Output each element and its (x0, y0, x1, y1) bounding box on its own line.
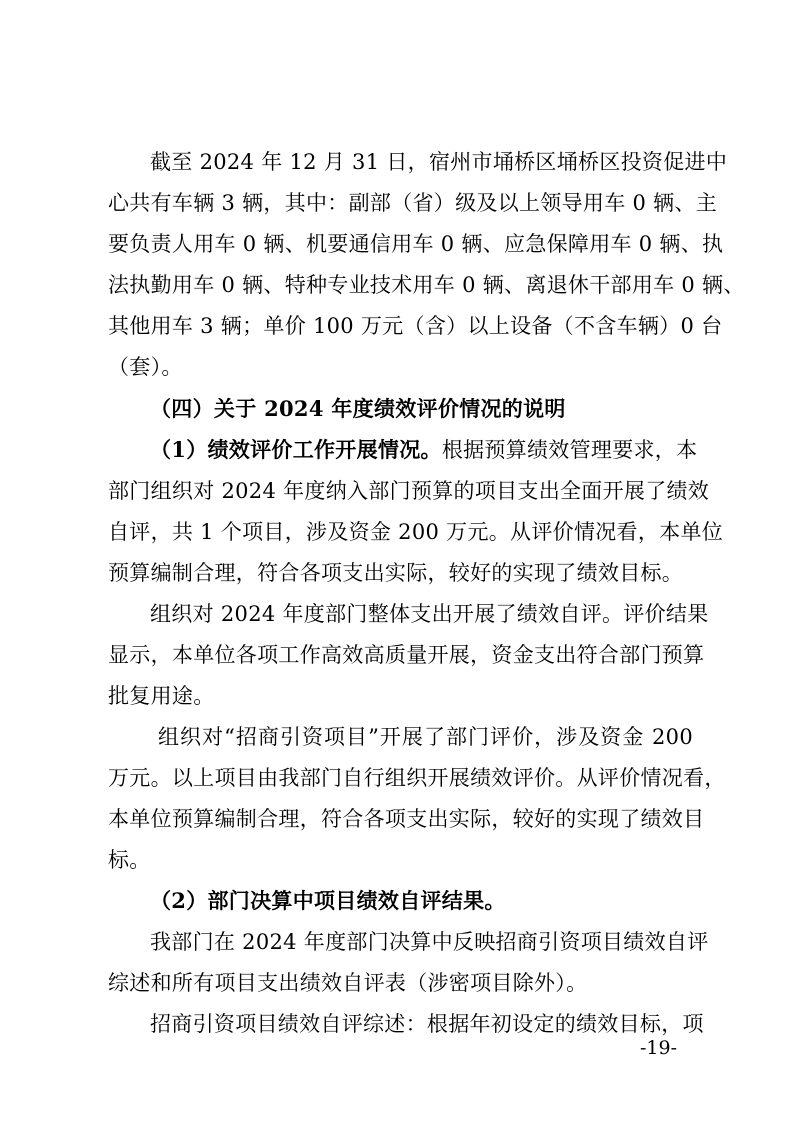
paragraph-line: 心共有车辆 3 辆，其中：副部（省）级及以上领导用车 0 辆、主 (108, 191, 718, 215)
paragraph-line: 其他用车 3 辆；单价 100 万元（含）以上设备（不含车辆）0 台 (108, 314, 723, 338)
paragraph-line: （套）。 (108, 355, 183, 379)
subheading-lead: （1）绩效评价工作开展情况。 (150, 437, 442, 462)
paragraph-line-with-lead (150, 436, 698, 464)
paragraph-line: 综述和所有项目支出绩效自评表（涉密项目除外）。 (108, 971, 588, 995)
paragraph-line: 部门组织对 2024 年度纳入部门预算的项目支出全面开展了绩效 (108, 479, 710, 503)
paragraph-line: 万元。以上项目由我部门自行组织开展绩效评价。从评价情况看， (108, 766, 726, 790)
paragraph-line: 本单位预算编制合理，符合各项支出实际，较好的实现了绩效目 (108, 807, 705, 831)
paragraph-line: 组织对“招商引资项目”开展了部门评价，涉及资金 200 (158, 725, 693, 749)
subsection-heading: （2）部门决算中项目绩效自评结果。 (150, 888, 506, 913)
paragraph-line: 截至 2024 年 12 月 31 日，宿州市埇桥区埇桥区投资促进中 (150, 150, 728, 174)
paragraph-line: 法执勤用车 0 辆、特种专业技术用车 0 辆、离退休干部用车 0 辆、 (108, 273, 745, 297)
paragraph-line: 显示，本单位各项工作高效高质量开展，资金支出符合部门预算 (108, 643, 705, 667)
section-heading: （四）关于 2024 年度绩效评价情况的说明 (150, 396, 566, 421)
paragraph-text: 根据预算绩效管理要求，本 (441, 438, 698, 462)
paragraph-line: 自评，共 1 个项目，涉及资金 200 万元。从评价情况看，本单位 (108, 520, 724, 544)
page-number: -19- (640, 1037, 678, 1059)
paragraph-line: 预算编制合理，符合各项支出实际，较好的实现了绩效目标。 (108, 561, 684, 585)
paragraph-line: 标。 (108, 848, 151, 872)
paragraph-line: 要负责人用车 0 辆、机要通信用车 0 辆、应急保障用车 0 辆、执 (108, 232, 724, 256)
paragraph-line: 批复用途。 (108, 684, 215, 708)
paragraph-line: 我部门在 2024 年度部门决算中反映招商引资项目绩效自评 (150, 930, 709, 954)
paragraph-line: 招商引资项目绩效自评综述：根据年初设定的绩效目标，项 (150, 1012, 704, 1036)
paragraph-line: 组织对 2024 年度部门整体支出开展了绩效自评。评价结果 (150, 602, 709, 626)
